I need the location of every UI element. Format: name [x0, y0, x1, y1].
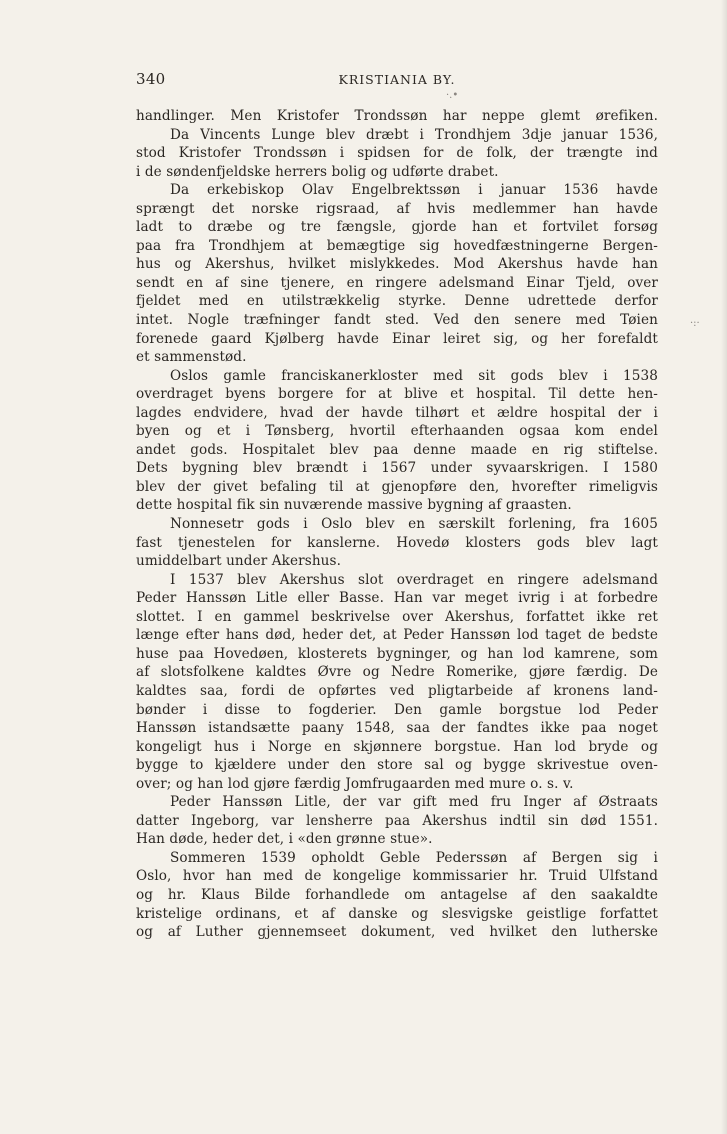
text-line: længe efter hans død, heder det, at Peder Hanssøn lod taget de bedste: [136, 627, 658, 644]
text-line: Da Vincents Lunge blev dræbt i Trondhjem 3dje januar 1536,: [170, 126, 658, 143]
text-line: og hr. Klaus Bilde forhandlede om antagelse af den saakaldte: [136, 886, 658, 903]
text-line: hus og Akershus, hvilket mislykkedes. Mod Akershus havde han: [136, 256, 658, 273]
text-line: bønder i disse to fogderier. Den gamle borgstue lod Peder: [136, 701, 658, 718]
text-line: datter Ingeborg, var lensherre paa Akershus indtil sin død 1551.: [136, 812, 658, 829]
text-line: bygge to kjældere under den store sal og bygge skrivestue oven-: [136, 757, 658, 774]
text-line: Oslos gamle franciskanerkloster med sit gods blev i 1538: [170, 367, 658, 384]
text-line: kaldtes saa, fordi de opførtes ved pligtarbeide af kronens land-: [136, 682, 658, 699]
text-line: fast tjenestelen for kanslerne. Hovedø klosters gods blev lagt: [136, 534, 658, 551]
text-line: huse paa Hovedøen, klosterets bygninger, og han lod kamrene, som: [136, 645, 658, 662]
text-line: lagdes endvidere, hvad der havde tilhørt et ældre hospital der i: [136, 404, 658, 421]
text-line: kristelige ordinans, et af danske og slesvigske geistlige forfattet: [136, 905, 658, 922]
text-line: over; og han lod gjøre færdig Jomfrugaarden med mure o. s. v.: [136, 775, 574, 792]
text-line: Dets bygning blev brændt i 1567 under syvaarskrigen. I 1580: [136, 460, 658, 477]
text-line: kongeligt hus i Norge en skjønnere borgstue. Han lod bryde og: [136, 738, 658, 755]
text-line: fjeldet med en utilstrækkelig styrke. Denne udrettede derfor: [136, 293, 658, 310]
text-line: Han døde, heder det, i «den grønne stue».: [136, 831, 433, 848]
text-line: sprængt det norske rigsraad, af hvis medlemmer han havde: [136, 200, 658, 217]
text-line: Hanssøn istandsætte paany 1548, saa der fandtes ikke paa noget: [136, 720, 658, 737]
text-line: overdraget byens borgere for at blive et hospital. Til dette hen-: [136, 386, 658, 403]
text-line: slottet. I en gammel beskrivelse over Akershus, forfattet ikke ret: [136, 608, 658, 625]
text-line: Oslo, hvor han med de kongelige kommissarier hr. Truid Ulfstand: [136, 868, 658, 885]
body-text: [136, 107, 658, 942]
text-line: et sammenstød.: [136, 349, 247, 366]
text-line: og af Luther gjennemseet dokument, ved hvilket den lutherske: [136, 924, 658, 941]
text-line: stod Kristofer Trondssøn i spidsen for de folk, der trængte ind: [136, 145, 658, 162]
text-line: intet. Nogle træfninger fandt sted. Ved den senere med Tøien: [136, 312, 658, 329]
text-line: Nonnesetr gods i Oslo blev en særskilt forlening, fra 1605: [170, 516, 658, 533]
text-line: sendt en af sine tjenere, en ringere adelsmand Einar Tjeld, over: [136, 274, 658, 291]
text-line: Da erkebiskop Olav Engelbrektssøn i januar 1536 havde: [170, 182, 658, 199]
running-title: KRISTIANIA BY.: [338, 72, 456, 87]
text-line: umiddelbart under Akershus.: [136, 553, 342, 570]
text-line: af slotsfolkene kaldtes Øvre og Nedre Romerike, gjøre færdig. De: [136, 664, 658, 681]
text-line: blev der givet befaling til at gjenopføre den, hvorefter rimeligvis: [136, 478, 658, 495]
text-line: handlinger. Men Kristofer Trondssøn har neppe glemt ørefiken.: [136, 108, 658, 124]
margin-mark-top: ·.•: [446, 90, 459, 101]
margin-mark-side: ·:·: [690, 318, 700, 329]
text-line: byen og et i Tønsberg, hvortil efterhaanden ogsaa kom endel: [136, 423, 658, 440]
page-edge-shadow: [721, 0, 727, 1134]
text-line: Peder Hanssøn Litle, der var gift med fru Inger af Østraats: [170, 794, 658, 811]
text-line: I 1537 blev Akershus slot overdraget en ringere adelsmand: [170, 571, 658, 588]
text-line: ladt to dræbe og tre fængsle, gjorde han et fortvilet forsøg: [136, 219, 658, 236]
text-line: forenede gaard Kjølberg havde Einar leiret sig, og her forefaldt: [136, 330, 658, 347]
text-line: Peder Hanssøn Litle eller Basse. Han var meget ivrig i at forbedre: [136, 590, 658, 607]
page-header: [136, 70, 658, 92]
text-line: i de søndenfjeldske herrers bolig og udførte drabet.: [136, 163, 499, 180]
text-line: paa fra Trondhjem at bemægtige sig hovedfæstningerne Bergen-: [136, 237, 658, 254]
page-number: 340: [136, 70, 166, 88]
text-line: Sommeren 1539 opholdt Geble Pederssøn af Bergen sig i: [170, 849, 658, 866]
text-line: dette hospital fik sin nuværende massive bygning af graasten.: [136, 497, 572, 514]
text-line: andet gods. Hospitalet blev paa denne maade en rig stiftelse.: [136, 441, 658, 458]
